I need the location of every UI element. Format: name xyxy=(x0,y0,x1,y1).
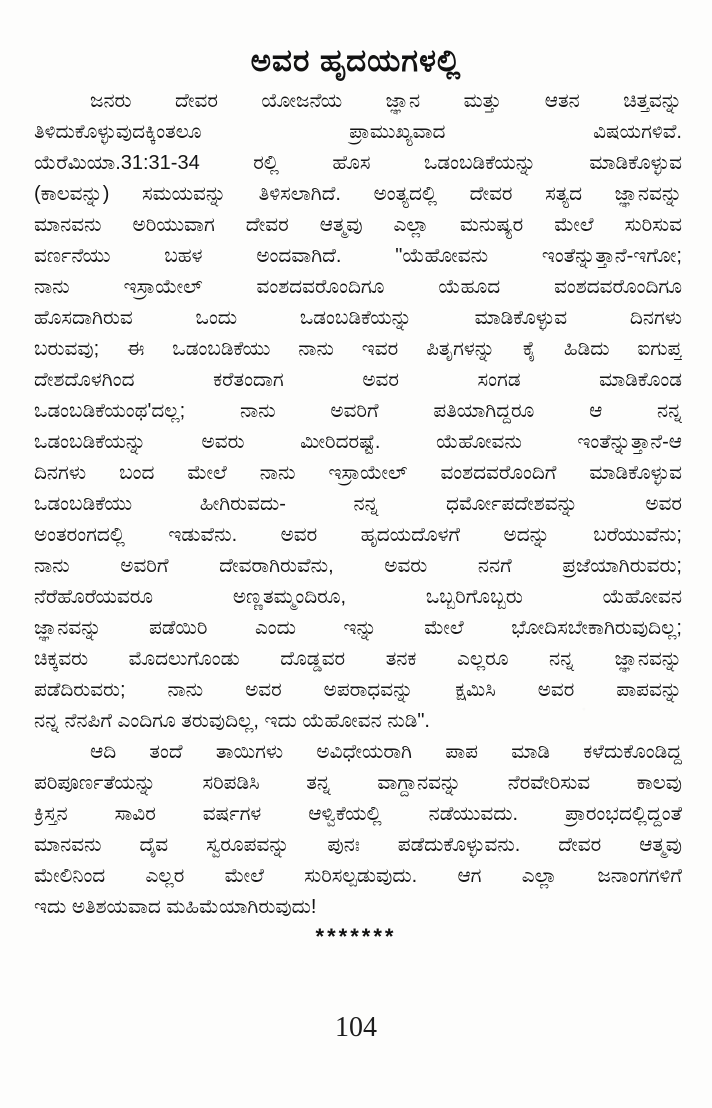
text-line: ಜನರು ದೇವರ ಯೋಜನೆಯ ಜ್ಞಾನ ಮತ್ತು ಆತನ ಚಿತ್ತವನ್ನು xyxy=(90,90,682,112)
text-line: ನಾನು ಇಸ್ರಾಯೇಲ್ ವಂಶದವರೊಂದಿಗೂ ಯೆಹೂದ ವಂಶದವರೊಂದಿಗೂ xyxy=(34,276,682,298)
body-text xyxy=(34,86,682,923)
text-line: ತಿಳಿದುಕೊಳ್ಳುವುದಕ್ಕಿಂತಲೂ ಪ್ರಾಮುಖ್ಯವಾದ ವಿಷಯಗಳಿವೆ. xyxy=(34,121,682,143)
text-line: ಅಂತರಂಗದಲ್ಲಿ ಇಡುವೆನು. ಅವರ ಹೃದಯದೊಳಗೆ ಅದನ್ನು ಬರೆಯುವೆನು; xyxy=(34,524,682,546)
text-line: ಕ್ರಿಸ್ತನ ಸಾವಿರ ವರ್ಷಗಳ ಆಳ್ವಿಕೆಯಲ್ಲಿ ನಡೆಯುವದು. ಪ್ರಾರಂಭದಲ್ಲಿದ್ದಂತೆ xyxy=(34,803,682,825)
text-line: ಇದು ಅತಿಶಯವಾದ ಮಹಿಮೆಯಾಗಿರುವುದು! xyxy=(34,896,317,918)
text-line: ಹೊಸದಾಗಿರುವ ಒಂದು ಒಡಂಬಡಿಕೆಯನ್ನು ಮಾಡಿಕೊಳ್ಳುವ ದಿನಗಳು xyxy=(34,307,682,329)
page-number: 104 xyxy=(335,1012,377,1043)
text-line: ಬರುವವು; ಈ ಒಡಂಬಡಿಕೆಯು ನಾನು ಇವರ ಪಿತೃಗಳನ್ನು ಕೈ ಹಿಡಿದು ಐಗುಪ್ತ xyxy=(34,338,682,360)
text-line: ಆದಿ ತಂದೆ ತಾಯಿಗಳು ಅವಿಧೇಯರಾಗಿ ಪಾಪ ಮಾಡಿ ಕಳೆದುಕೊಂಡಿದ್ದ xyxy=(90,741,682,763)
text-line: ನೆರೆಹೊರೆಯವರೂ ಅಣ್ಣತಮ್ಮಂದಿರೂ, ಒಬ್ಬರಿಗೊಬ್ಬರು ಯೆಹೋವನ xyxy=(34,586,682,608)
text-line: ನನ್ನ ನೆನಪಿಗೆ ಎಂದಿಗೂ ತರುವುದಿಲ್ಲ, ಇದು ಯೆಹೋವನ ನುಡಿ". xyxy=(34,710,430,732)
text-line: ವರ್ಣನೆಯು ಬಹಳ ಅಂದವಾಗಿದೆ. "ಯೆಹೋವನು ಇಂತೆನ್ನುತ್ತಾನೆ-ಇಗೋ; xyxy=(34,245,682,267)
text-line: (ಕಾಲವನ್ನು) ಸಮಯವನ್ನು ತಿಳಿಸಲಾಗಿದೆ. ಅಂತ್ಯದಲ್ಲಿ ದೇವರ ಸತ್ಯದ ಜ್ಞಾನವನ್ನು xyxy=(34,183,682,205)
text-line: ಪಡೆದಿರುವರು; ನಾನು ಅವರ ಅಪರಾಧವನ್ನು ಕ್ಷಮಿಸಿ ಅವರ ಪಾಪವನ್ನು xyxy=(34,679,682,701)
text-line: ದಿನಗಳು ಬಂದ ಮೇಲೆ ನಾನು ಇಸ್ರಾಯೇಲ್ ವಂಶದವರೊಂದಿಗೆ ಮಾಡಿಕೊಳ್ಳುವ xyxy=(34,462,682,484)
text-line: ಪರಿಪೂರ್ಣತೆಯನ್ನು ಸರಿಪಡಿಸಿ ತನ್ನ ವಾಗ್ದಾನವನ್ನು ನೆರವೇರಿಸುವ ಕಾಲವು xyxy=(34,772,682,794)
text-line: ಮಾನವನು ದೈವ ಸ್ವರೂಪವನ್ನು ಪುನಃ ಪಡೆದುಕೊಳ್ಳುವನು. ದೇವರ ಆತ್ಮವು xyxy=(34,834,682,856)
text-line: ಯೆರೆಮಿಯಾ.31:31-34 ರಲ್ಲಿ ಹೊಸ ಒಡಂಬಡಿಕೆಯನ್ನು ಮಾಡಿಕೊಳ್ಳುವ xyxy=(34,152,682,174)
text-line: ಮೇಲಿನಿಂದ ಎಲ್ಲರ ಮೇಲೆ ಸುರಿಸಲ್ಪಡುವುದು. ಆಗ ಎಲ್ಲಾ ಜನಾಂಗಗಳಿಗೆ xyxy=(34,865,682,887)
text-line: ಚಿಕ್ಕವರು ಮೊದಲುಗೊಂಡು ದೊಡ್ಡವರ ತನಕ ಎಲ್ಲರೂ ನನ್ನ ಜ್ಞಾನವನ್ನು xyxy=(34,648,682,670)
text-line: ಜ್ಞಾನವನ್ನು ಪಡೆಯಿರಿ ಎಂದು ಇನ್ನು ಮೇಲೆ ಭೋದಿಸಬೇಕಾಗಿರುವುದಿಲ್ಲ; xyxy=(34,617,682,639)
text-line: ಮಾನವನು ಅರಿಯುವಾಗ ದೇವರ ಆತ್ಮವು ಎಲ್ಲಾ ಮನುಷ್ಯರ ಮೇಲೆ ಸುರಿಸುವ xyxy=(34,214,682,236)
text-line: ದೇಶದೊಳಗಿಂದ ಕರೆತಂದಾಗ ಅವರ ಸಂಗಡ ಮಾಡಿಕೊಂಡ xyxy=(34,369,682,391)
text-line: ಒಡಂಬಡಿಕೆಯಂಥ'ದಲ್ಲ; ನಾನು ಅವರಿಗೆ ಪತಿಯಾಗಿದ್ದರೂ ಆ ನನ್ನ xyxy=(34,400,682,422)
text-line: ಒಡಂಬಡಿಕೆಯು ಹೀಗಿರುವದು- ನನ್ನ ಧರ್ಮೋಪದೇಶವನ್ನು ಅವರ xyxy=(34,493,682,515)
separator-asterisks: ******* xyxy=(315,924,397,949)
text-line: ಒಡಂಬಡಿಕೆಯನ್ನು ಅವರು ಮೀರಿದರಷ್ಟೆ. ಯೆಹೋವನು ಇಂತೆನ್ನುತ್ತಾನೆ-ಆ xyxy=(34,431,682,453)
text-line: ನಾನು ಅವರಿಗೆ ದೇವರಾಗಿರುವೆನು, ಅವರು ನನಗೆ ಪ್ರಜೆಯಾಗಿರುವರು; xyxy=(34,555,682,577)
page-title: ಅವರ ಹೃದಯಗಳಲ್ಲಿ xyxy=(250,43,462,78)
